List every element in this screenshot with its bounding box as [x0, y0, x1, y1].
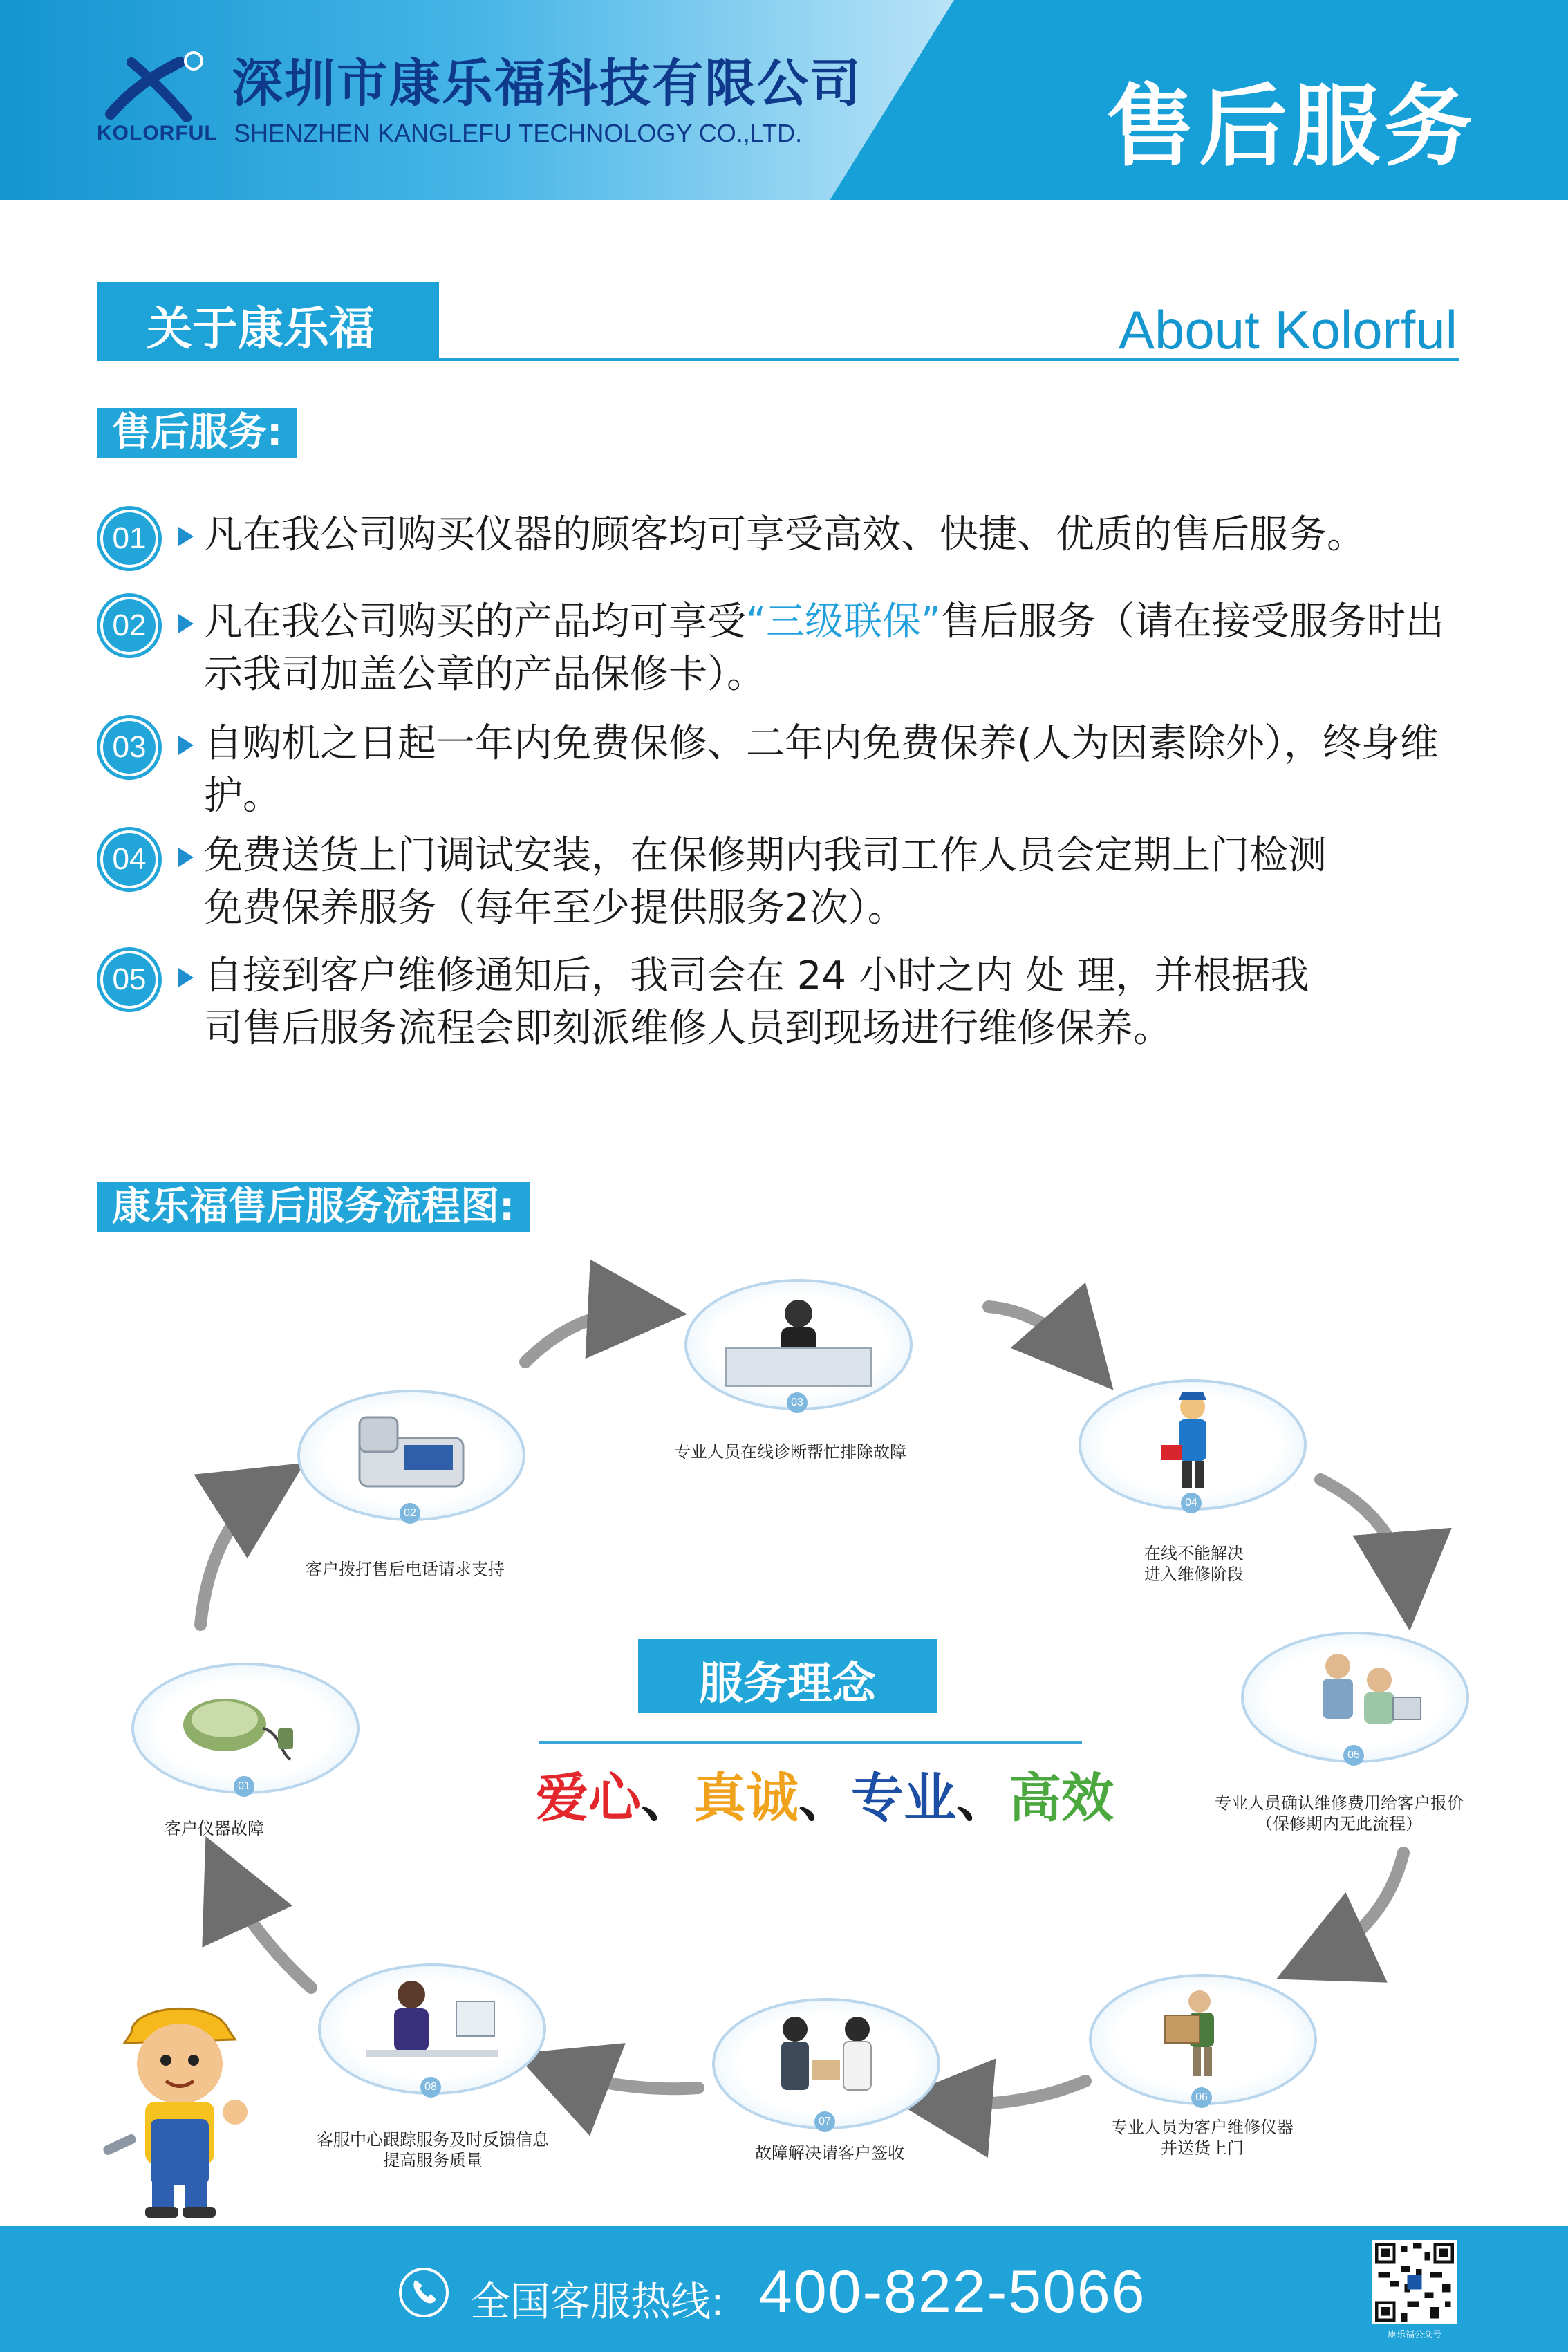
- header-banner: [0, 0, 1568, 200]
- flow-node-07: 07: [712, 1998, 940, 2129]
- arrow-01-02: [200, 1483, 273, 1625]
- arrow-02-03: [525, 1312, 650, 1362]
- about-tab: [97, 282, 439, 360]
- flow-caption-07: 故障解决请客户签收: [755, 2143, 904, 2163]
- qr-code-icon: [1372, 2240, 1457, 2324]
- company-name-cn: 深圳市康乐福科技有限公司: [232, 54, 862, 113]
- arrow-05-06: [1310, 1853, 1403, 1963]
- item-text: 自接到客户维修通知后，我司会在 24 小时之内 处 理，并根据我司售后服务流程会即刻派维修人员到现场进行维修保养。: [204, 953, 1309, 1051]
- flow-node-08: 08: [318, 1963, 546, 2095]
- concept-title: 服务理念: [699, 1659, 876, 1710]
- arrow-04-05: [1320, 1480, 1407, 1594]
- item-text: 自购机之日起一年内免费保修、二年内免费保养(人为因素除外），终身维护。: [204, 721, 1439, 819]
- item-arrow-icon: [178, 736, 194, 755]
- mascot-worker-icon: [97, 1991, 263, 2219]
- item-arrow-icon: [178, 848, 194, 867]
- arrow-08-01: [221, 1870, 311, 1988]
- value-professional: 专业: [851, 1767, 956, 1829]
- service-values: 爱心、真诚、专业、高效: [536, 1767, 1114, 1829]
- about-tab-label: 关于康乐福: [147, 302, 375, 355]
- highlight-text: “三级联保”: [746, 599, 942, 644]
- value-sincerity: 真诚: [693, 1767, 799, 1829]
- flow-node-02: 02: [297, 1390, 525, 1521]
- concept-divider: [539, 1741, 1082, 1744]
- flow-section-tag: 康乐福售后服务流程图:: [97, 1182, 530, 1232]
- flow-caption-04: 在线不能解决 进入维修阶段: [1144, 1544, 1244, 1584]
- flow-caption-06: 专业人员为客户维修仪器 并送货上门: [1111, 2118, 1294, 2158]
- device-icon: [131, 1663, 360, 1794]
- flow-node-06: 06: [1089, 1974, 1317, 2105]
- value-love: 爱心: [536, 1767, 641, 1829]
- flow-node-05: 05: [1241, 1632, 1469, 1763]
- consultation-icon: [1241, 1632, 1469, 1763]
- customer-service-icon: [318, 1963, 546, 2095]
- flow-node-03: 03: [684, 1279, 913, 1410]
- delivery-icon: [1089, 1974, 1317, 2105]
- flow-node-04: 04: [1079, 1379, 1307, 1511]
- item-text: 凡在我公司购买的产品均可享受“三级联保”售后服务（请在接受服务时出示我司加盖公章的产品保修卡）。: [204, 599, 1445, 697]
- item-arrow-icon: [178, 614, 194, 633]
- item-text: 凡在我公司购买仪器的顾客均可享受高效、快捷、优质的售后服务。: [204, 512, 1365, 557]
- flow-caption-08: 客服中心跟踪服务及时反馈信息 提高服务质量: [317, 2130, 549, 2170]
- value-efficient: 高效: [1009, 1767, 1114, 1829]
- page-title: 售后服务: [1106, 75, 1477, 178]
- arrow-03-04: [989, 1307, 1089, 1362]
- flow-caption-03: 专业人员在线诊断帮忙排除故障: [674, 1442, 906, 1462]
- flow-caption-02: 客户拨打售后电话请求支持: [306, 1560, 505, 1579]
- concept-title-box: [638, 1639, 937, 1713]
- flow-node-01: 01: [131, 1663, 360, 1794]
- item-number-badge: 01: [97, 506, 162, 571]
- item-number-badge: 03: [97, 715, 162, 780]
- item-number-badge: 02: [97, 593, 162, 658]
- item-number-badge: 05: [97, 947, 162, 1012]
- qr-caption: 康乐福公众号: [1387, 2330, 1441, 2340]
- flow-caption-05: 专业人员确认维修费用给客户报价 （保修期内无此流程）: [1215, 1793, 1464, 1833]
- phone-icon: [398, 2266, 450, 2319]
- hotline-label: 全国客服热线:: [470, 2278, 725, 2325]
- item-arrow-icon: [178, 527, 194, 546]
- flow-caption-01: 客户仪器故障: [165, 1819, 264, 1838]
- item-arrow-icon: [178, 968, 194, 987]
- support-agent-icon: [684, 1279, 913, 1410]
- logo-wordmark: KOLORFUL: [97, 122, 218, 144]
- repairman-icon: [1079, 1379, 1307, 1511]
- telephone-icon: [297, 1390, 525, 1521]
- arrow-07-08: [550, 2067, 698, 2089]
- item-number-badge: 04: [97, 827, 162, 892]
- service-section-tag: 售后服务:: [97, 408, 297, 458]
- company-logo-icon: [104, 48, 207, 124]
- company-name-en: SHENZHEN KANGLEFU TECHNOLOGY CO.,LTD.: [234, 119, 803, 147]
- item-text: 免费送货上门调试安装，在保修期内我司工作人员会定期上门检测免费保养服务（每年至少提供服务2次）。: [204, 833, 1327, 931]
- handshake-icon: [712, 1998, 940, 2129]
- footer-bar: [0, 2226, 1568, 2352]
- about-english-title: About Kolorful: [1119, 299, 1457, 360]
- hotline-number[interactable]: 400-822-5066: [759, 2259, 1146, 2325]
- arrow-06-07: [930, 2081, 1085, 2104]
